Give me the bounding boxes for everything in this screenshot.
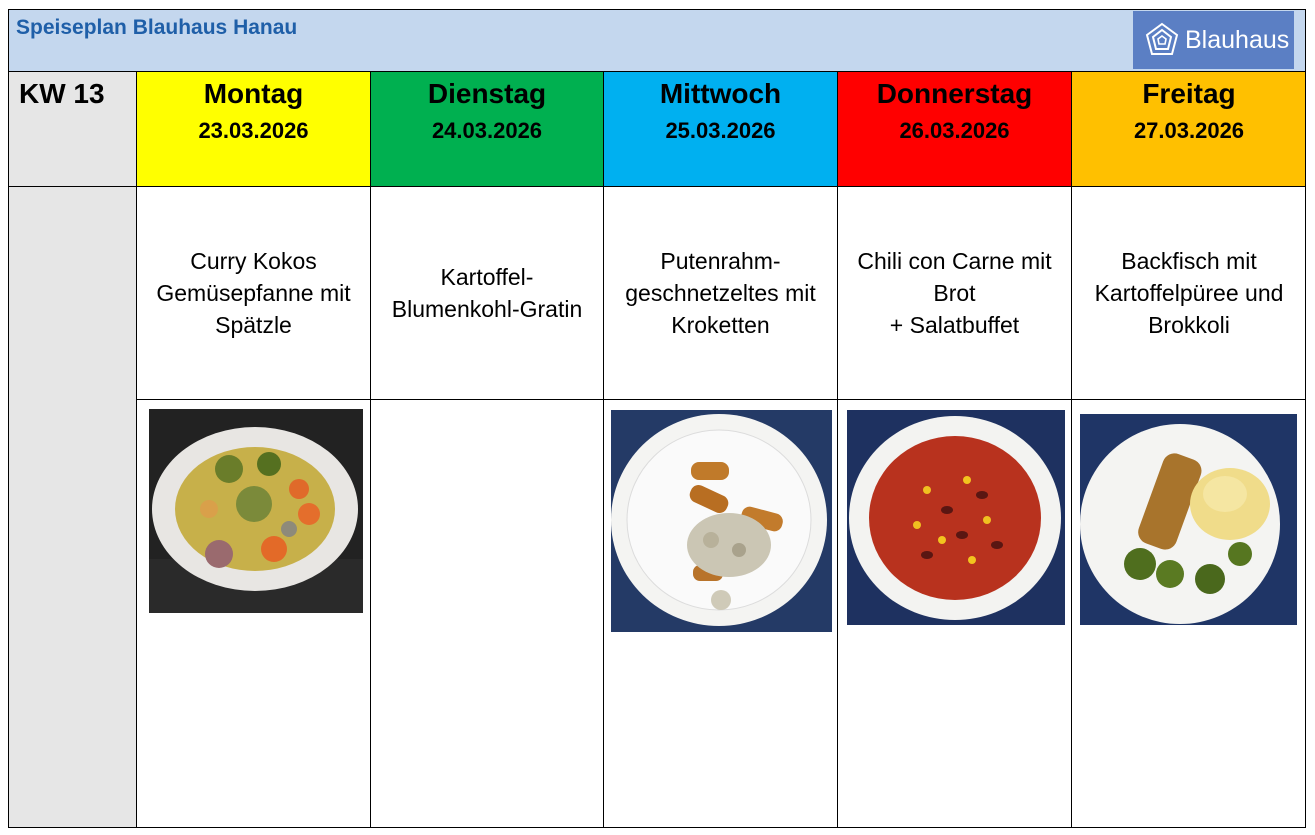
day-name: Mittwoch — [659, 78, 782, 109]
day-date: 27.03.2026 — [1133, 118, 1245, 143]
house-pentagon-icon — [1145, 22, 1179, 58]
day-date: 24.03.2026 — [431, 118, 543, 143]
day-name: Freitag — [1142, 78, 1236, 109]
meal-photo-wednesday — [611, 410, 832, 632]
meal-cell-wednesday — [603, 186, 837, 399]
grid-border-right — [1305, 71, 1306, 828]
photo-cell-wednesday — [603, 399, 837, 828]
photo-cell-tuesday — [370, 399, 603, 828]
meal-cell-friday — [1071, 186, 1306, 399]
day-header-monday — [136, 71, 370, 186]
day-date: 23.03.2026 — [198, 118, 309, 143]
day-name: Donnerstag — [876, 78, 1033, 109]
meal-photo-monday — [149, 409, 363, 613]
meal-photo-thursday — [847, 410, 1065, 625]
week-side-cell — [8, 186, 136, 828]
day-header-wednesday — [603, 71, 837, 186]
meal-cell-monday — [136, 186, 370, 399]
meal-photo-friday — [1080, 414, 1297, 625]
meal-text: Curry Kokos Gemüsepfanne mit Spätzle — [156, 248, 351, 338]
menu-grid — [8, 71, 1306, 828]
photo-cell-monday — [136, 399, 370, 828]
page-title: Speiseplan Blauhaus Hanau — [16, 16, 298, 39]
grid-border-bottom — [8, 827, 1306, 828]
day-name: Dienstag — [427, 78, 547, 109]
day-header-tuesday — [370, 71, 603, 186]
meal-text: Putenrahm- geschnetzeltes mit Kroketten — [625, 248, 816, 338]
day-name: Montag — [203, 78, 304, 109]
title-bar — [8, 9, 1306, 72]
photo-cell-friday — [1071, 399, 1306, 828]
blauhaus-logo — [1133, 11, 1294, 69]
logo-text: Blauhaus — [1185, 25, 1290, 54]
day-header-thursday — [837, 71, 1071, 186]
meal-cell-tuesday — [370, 186, 603, 399]
menu-sheet — [8, 9, 1306, 828]
meal-text: Kartoffel- Blumenkohl-Gratin — [391, 264, 583, 322]
meal-text: Backfisch mit Kartoffelpüree und Brokkoli — [1094, 248, 1284, 338]
meal-cell-thursday — [837, 186, 1071, 399]
week-header-cell — [8, 71, 136, 186]
week-label: KW 13 — [19, 78, 105, 109]
meal-text: Chili con Carne mit Brot + Salatbuffet — [857, 248, 1052, 338]
day-date: 26.03.2026 — [899, 118, 1010, 143]
photo-cell-thursday — [837, 399, 1071, 828]
day-header-friday — [1071, 71, 1306, 186]
day-date: 25.03.2026 — [665, 118, 776, 143]
